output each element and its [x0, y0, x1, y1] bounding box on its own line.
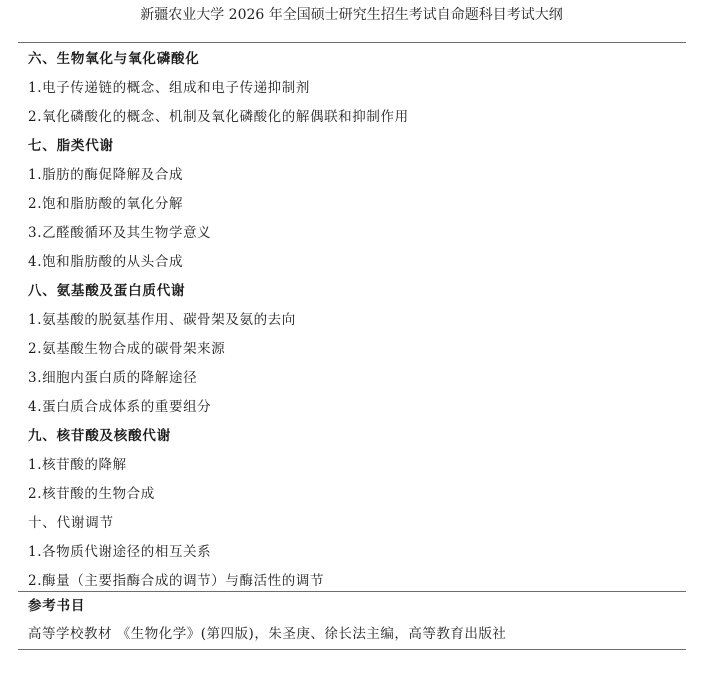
section-6-item-2: 2.氧化磷酸化的概念、机制及氧化磷酸化的解偶联和抑制作用	[28, 109, 409, 125]
references-divider	[18, 591, 686, 592]
section-8-item-4: 4.蛋白质合成体系的重要组分	[28, 399, 212, 415]
section-9-item-2: 2.核苷酸的生物合成	[28, 486, 155, 502]
section-6-item-1: 1.电子传递链的概念、组成和电子传递抑制剂	[28, 80, 310, 96]
section-7-item-4: 4.饱和脂肪酸的从头合成	[28, 254, 184, 270]
section-heading-10: 十、代谢调节	[28, 515, 114, 531]
section-heading-9: 九、核苷酸及核酸代谢	[28, 428, 171, 444]
section-7-item-1: 1.脂肪的酶促降解及合成	[28, 167, 184, 183]
section-heading-7: 七、脂类代谢	[28, 138, 114, 154]
section-7-item-2: 2.饱和脂肪酸的氧化分解	[28, 196, 184, 212]
page-title: 新疆农业大学 2026 年全国硕士研究生招生考试自命题科目考试大纲	[140, 7, 563, 23]
bottom-divider	[18, 649, 686, 650]
section-8-item-1: 1.氨基酸的脱氨基作用、碳骨架及氨的去向	[28, 312, 296, 328]
top-divider	[18, 42, 686, 43]
references-section	[28, 593, 678, 649]
section-heading-6: 六、生物氧化与氧化磷酸化	[28, 51, 200, 67]
syllabus-content	[28, 45, 678, 596]
references-title: 参考书目	[28, 598, 86, 614]
section-10-item-1: 1.各物质代谢途径的相互关系	[28, 544, 212, 560]
section-8-item-2: 2.氨基酸生物合成的碳骨架来源	[28, 341, 226, 357]
section-7-item-3: 3.乙醛酸循环及其生物学意义	[28, 225, 212, 241]
reference-book: 高等学校教材 《生物化学》(第四版)，朱圣庚、徐长法主编，高等教育出版社	[28, 626, 507, 642]
section-heading-8: 八、氨基酸及蛋白质代谢	[28, 283, 186, 299]
section-9-item-1: 1.核苷酸的降解	[28, 457, 127, 473]
section-10-item-2: 2.酶量（主要指酶合成的调节）与酶活性的调节	[28, 573, 325, 589]
section-8-item-3: 3.细胞内蛋白质的降解途径	[28, 370, 198, 386]
